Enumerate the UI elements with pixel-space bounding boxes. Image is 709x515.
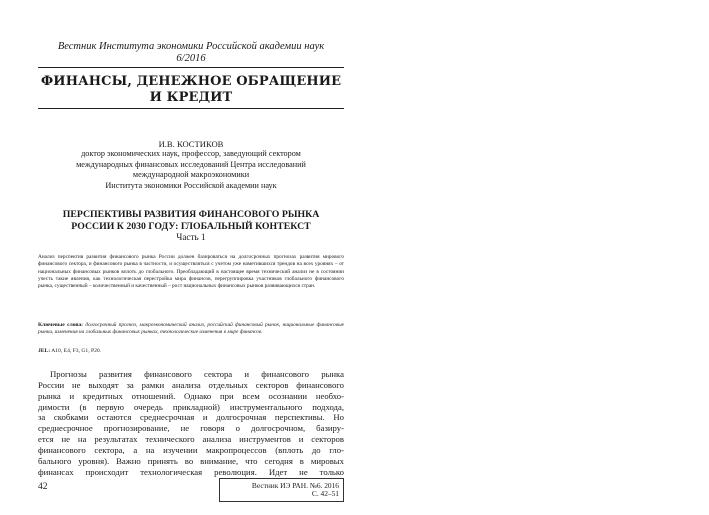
- journal-header: [38, 41, 344, 65]
- page-number: 42: [38, 482, 48, 492]
- section-title: [38, 74, 344, 105]
- body-line: бального уровня). Важно принять во внимание, что сегодня в мировых: [38, 455, 344, 466]
- jel-text: A10, E4, F3, G1, P20.: [51, 348, 102, 354]
- jel-codes: [38, 348, 344, 355]
- section-title-line1: ФИНАНСЫ, ДЕНЕЖНОЕ ОБРАЩЕНИЕ: [40, 74, 342, 89]
- journal-issue: 6/2016: [176, 53, 206, 64]
- author-name: И.В. КОСТИКОВ: [158, 139, 224, 149]
- author-affiliation-line: международных финансовых исследований Центра исследований: [76, 159, 306, 169]
- article-title: [38, 209, 344, 232]
- jel-label: JEL:: [38, 348, 51, 354]
- body-line: Прогнозы развития финансового сектора и финансового рынка: [50, 369, 344, 379]
- body-line: финансах происходит технологическая революция. Идет не только: [38, 466, 344, 477]
- article-title-line2: РОССИИ К 2030 ГОДУ: ГЛОБАЛЬНЫЙ КОНТЕКСТ: [71, 220, 311, 232]
- citation-box-notch: [216, 495, 219, 504]
- body-line: димости (в первую очередь прикладной) инструментального подхода,: [38, 401, 344, 412]
- body-line: за скобками остаются среднесрочная и долгосрочная перспективы. Но: [38, 412, 344, 423]
- journal-name: Вестник Института экономики Российской академии наук: [57, 41, 325, 52]
- keywords-text: долгосрочный прогноз, макроэкономический анализ, российский финансовый рынок, национальные финансовые рынки, изменения на глобальных финансовых рынках, технологические изменения в мире финансов.: [38, 322, 345, 336]
- section-title-line2: И КРЕДИТ: [149, 89, 233, 105]
- body-line: финансового сектора, а на изучении макропроцессов (вплоть до гло-: [38, 444, 344, 455]
- body-line: ется не на результатах технического анализа инструментов и секторов: [38, 434, 344, 445]
- author-affiliation-line: Института экономики Российской академии наук: [105, 180, 277, 190]
- citation-box: [219, 478, 344, 502]
- author-affiliation-line: доктор экономических наук, профессор, заведующий сектором: [81, 149, 301, 159]
- article-part: Часть 1: [176, 232, 206, 242]
- author-affiliation-line: международной макроэкономики: [132, 170, 250, 180]
- body-line: среднесрочное прогнозирование, не говоря о долгосрочном, базиру-: [38, 423, 344, 434]
- body-line: России не выходят за рамки анализа отдельных секторов финансового: [38, 379, 344, 390]
- keywords: [38, 322, 344, 337]
- citation-pages: С. 42–51: [311, 489, 339, 499]
- body-text: [38, 369, 344, 477]
- abstract: Анализ перспектив развития финансового рынка России должен базироваться на долгосрочных прогнозах развития мирового финансового сектора, и финансового рынка в частности, и осуществляться с учетом уже наметившихся трендов на всех уровнях – от национальных финансовых рынков вплоть до глобального. Преобладающий в настоящее время технический анализ не в состоянии учесть такие явления, как технологическая перестройка мира финансов, перегруппировка участников глобального финансового рынка, существенный – количественный и качественный – рост национальных финансовых рынков развивающихся стран.: [38, 254, 344, 290]
- body-line: рынка и кредитных отношений. Однако при всем осознании необхо-: [38, 390, 344, 401]
- keywords-label: Ключевые слова:: [38, 322, 84, 328]
- author-block: [38, 139, 344, 191]
- article-title-line1: ПЕРСПЕКТИВЫ РАЗВИТИЯ ФИНАНСОВОГО РЫНКА: [62, 209, 320, 220]
- header-rule-bottom: [38, 108, 344, 109]
- citation-journal: Вестник ИЭ РАН. №6. 2016: [251, 481, 339, 490]
- header-rule-top: [38, 67, 344, 68]
